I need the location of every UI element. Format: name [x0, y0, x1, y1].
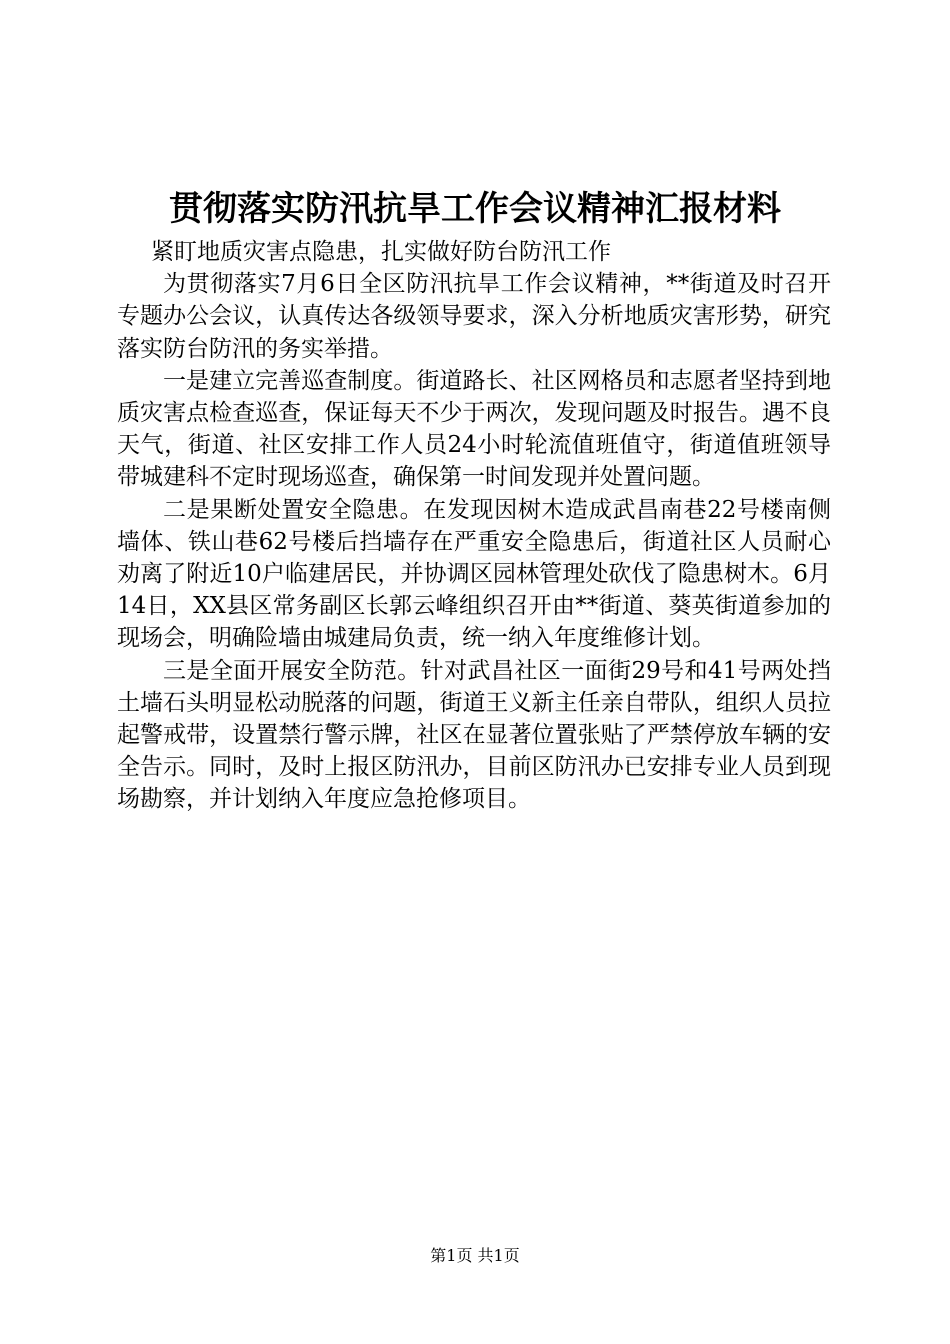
document-body	[117, 236, 831, 816]
page-footer: 第1页 共1页	[430, 1246, 520, 1265]
paragraph-safety-prevention: 三是全面开展安全防范。针对武昌社区一面街29号和41号两处挡土墙石头明显松动脱落的问题，街道王义新主任亲自带队，组织人员拉起警戒带，设置禁行警示牌，社区在显著位置张贴了严禁停放车辆的安全告示。同时，及时上报区防汛办，目前区防汛办已安排专业人员到现场勘察，并计划纳入年度应急抢修项目。	[117, 657, 831, 813]
paragraph-hazard-handling: 二是果断处置安全隐患。在发现因树木造成武昌南巷22号楼南侧墙体、铁山巷62号楼后挡墙存在严重安全隐患后，街道社区人员耐心劝离了附近10户临建居民，并协调区园林管理处砍伐了隐患树木。6月14日，XX县区常务副区长郭云峰组织召开由**街道、葵英街道参加的现场会，明确险墙由城建局负责，统一纳入年度维修计划。	[117, 496, 831, 652]
document-title: 贯彻落实防汛抗旱工作会议精神汇报材料	[169, 189, 781, 229]
paragraph-intro: 为贯彻落实7月6日全区防汛抗旱工作会议精神，**街道及时召开专题办公会议，认真传达各级领导要求，深入分析地质灾害形势，研究落实防台防汛的务实举措。	[117, 271, 831, 362]
paragraph-inspection-system: 一是建立完善巡查制度。街道路长、社区网格员和志愿者坚持到地质灾害点检查巡查，保证每天不少于两次，发现问题及时报告。遇不良天气，街道、社区安排工作人员24小时轮流值班值守，街道值班领导带城建科不定时现场巡查，确保第一时间发现并处置问题。	[117, 367, 831, 491]
document-subtitle: 紧盯地质灾害点隐患，扎实做好防台防汛工作	[151, 239, 611, 265]
